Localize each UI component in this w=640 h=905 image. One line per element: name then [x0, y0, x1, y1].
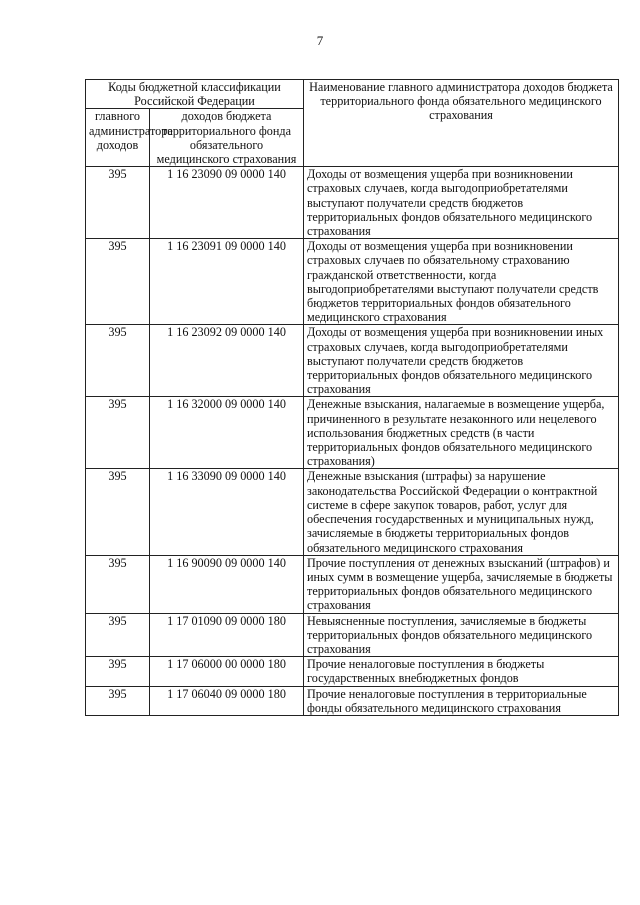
table-row — [86, 555, 619, 613]
table-row — [86, 657, 619, 686]
budget-codes-group-header: Коды бюджетной классификации Российской Федерации — [86, 80, 304, 109]
table-row — [86, 167, 619, 239]
income-name-cell: Доходы от возмещения ущерба при возникновении страховых случаев, когда выгодоприобретателями выступают получатели средств бюджетов территориальных фондов обязательного медицинского страхования — [304, 167, 619, 239]
income-code-cell: 1 16 33090 09 0000 140 — [150, 469, 304, 555]
admin-code-cell: 395 — [86, 657, 150, 686]
table-row — [86, 469, 619, 555]
admin-code-header: главного администратора доходов — [86, 109, 150, 167]
administrator-name-header: Наименование главного администратора доходов бюджета территориального фонда обязательного медицинского страхования — [304, 80, 619, 167]
income-code-cell: 1 17 01090 09 0000 180 — [150, 613, 304, 657]
header-row-group — [86, 80, 619, 109]
budget-classification-table — [85, 79, 619, 716]
income-name-cell: Денежные взыскания (штрафы) за нарушение законодательства Российской Федерации о контрактной системе в сфере закупок товаров, работ, услуг для обеспечения государственных и муниципальных нужд, зачисляемые в бюджеты территориальных фондов обязательного медицинского страхования — [304, 469, 619, 555]
admin-code-cell: 395 — [86, 239, 150, 325]
income-code-cell: 1 17 06040 09 0000 180 — [150, 686, 304, 715]
admin-code-cell: 395 — [86, 686, 150, 715]
admin-code-cell: 395 — [86, 613, 150, 657]
admin-code-cell: 395 — [86, 325, 150, 397]
income-code-cell: 1 17 06000 00 0000 180 — [150, 657, 304, 686]
income-code-cell: 1 16 23092 09 0000 140 — [150, 325, 304, 397]
income-code-cell: 1 16 90090 09 0000 140 — [150, 555, 304, 613]
table-row — [86, 239, 619, 325]
table-row — [86, 686, 619, 715]
income-code-cell: 1 16 23090 09 0000 140 — [150, 167, 304, 239]
table-row — [86, 397, 619, 469]
income-name-cell: Невыясненные поступления, зачисляемые в бюджеты территориальных фондов обязательного медицинского страхования — [304, 613, 619, 657]
admin-code-cell: 395 — [86, 397, 150, 469]
table-row — [86, 613, 619, 657]
admin-code-cell: 395 — [86, 555, 150, 613]
income-name-cell: Доходы от возмещения ущерба при возникновении страховых случаев по обязательному страхованию гражданской ответственности, когда выгодоприобретателями выступают получатели средств бюджетов территориальных фондов обязательного медицинского страхования — [304, 239, 619, 325]
income-name-cell: Денежные взыскания, налагаемые в возмещение ущерба, причиненного в результате незаконного или нецелевого использования бюджетных средств (в части территориальных фондов обязательного медицинского страхования) — [304, 397, 619, 469]
income-code-cell: 1 16 23091 09 0000 140 — [150, 239, 304, 325]
income-code-cell: 1 16 32000 09 0000 140 — [150, 397, 304, 469]
table-row — [86, 325, 619, 397]
income-name-cell: Прочие поступления от денежных взысканий (штрафов) и иных сумм в возмещение ущерба, зачисляемые в бюджеты территориальных фондов обязательного медицинского страхования — [304, 555, 619, 613]
table-header — [86, 80, 619, 167]
page-number: 7 — [316, 33, 324, 48]
income-name-cell: Прочие неналоговые поступления в бюджеты государственных внебюджетных фондов — [304, 657, 619, 686]
income-code-header: доходов бюджета территориального фонда обязательного медицинского страхования — [150, 109, 304, 167]
income-name-cell: Прочие неналоговые поступления в территориальные фонды обязательного медицинского страхования — [304, 686, 619, 715]
admin-code-cell: 395 — [86, 167, 150, 239]
admin-code-cell: 395 — [86, 469, 150, 555]
income-name-cell: Доходы от возмещения ущерба при возникновении иных страховых случаев, когда выгодоприобретателями выступают получатели средств бюджетов территориальных фондов обязательного медицинского страхования — [304, 325, 619, 397]
table-body — [86, 167, 619, 716]
